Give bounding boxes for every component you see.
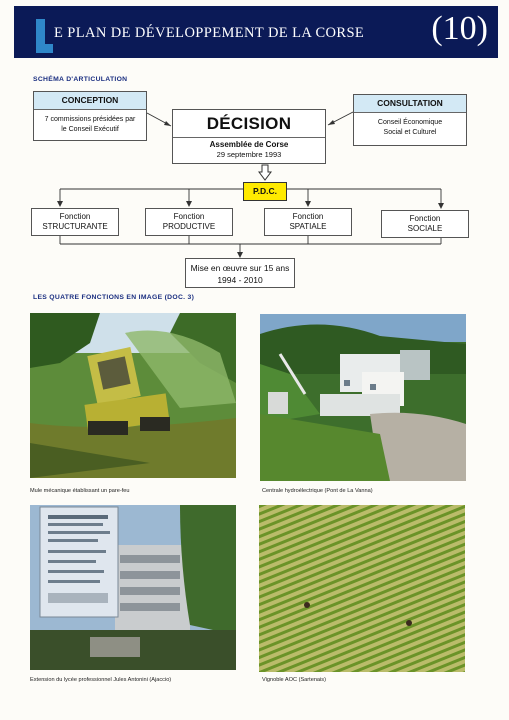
page-number: (10) [431, 10, 488, 47]
function-name: PRODUCTIVE [162, 222, 216, 231]
function-label: Fonction [409, 214, 441, 223]
header-title: E PLAN DE DÉVELOPPEMENT DE LA CORSE [54, 25, 365, 41]
photo-vineyard [259, 505, 465, 672]
consultation-title: CONSULTATION [354, 95, 466, 113]
function-label: Fonction [173, 212, 205, 221]
conception-title: CONCEPTION [34, 92, 146, 110]
conception-box [33, 91, 147, 141]
function-name: STRUCTURANTE [42, 222, 108, 231]
function-box [381, 210, 469, 238]
function-box [145, 208, 233, 236]
photo-hydro-plant [260, 314, 466, 481]
schema-heading: SCHÉMA D'ARTICULATION [33, 76, 128, 83]
function-box [31, 208, 119, 236]
photo-caption: Mule mécanique établissant un pare-feu [30, 488, 130, 494]
implementation-box [185, 258, 295, 288]
photo-caption: Extension du lycée professionnel Jules Antonini (Ajaccio) [30, 677, 172, 683]
implementation-line1: Mise en œuvre sur 15 ans [190, 263, 290, 273]
function-label: Fonction [59, 212, 91, 221]
photo-firebreak [30, 313, 236, 478]
consultation-line1: Conseil Économique [377, 119, 443, 126]
function-name: SPATIALE [289, 222, 327, 231]
function-name: SOCIALE [407, 224, 443, 233]
images-heading: LES QUATRE FONCTIONS EN IMAGE (DOC. 3) [33, 294, 195, 301]
consultation-line2: Social et Culturel [383, 129, 437, 136]
decision-box [172, 109, 326, 164]
function-box [264, 208, 352, 236]
function-label: Fonction [292, 212, 324, 221]
conception-line1: 7 commissions présidées par [44, 116, 136, 123]
consultation-box [353, 94, 467, 146]
decision-subtitle: Assemblée de Corse [209, 140, 289, 149]
decision-title: DÉCISION [206, 114, 292, 133]
pdc-box: P.D.C. [243, 182, 287, 201]
implementation-line2: 1994 - 2010 [217, 275, 263, 285]
photo-caption: Vignoble AOC (Sartenais) [262, 677, 326, 683]
decision-date: 29 septembre 1993 [216, 150, 282, 159]
conception-line2: le Conseil Exécutif [61, 126, 119, 133]
photo-lycee [30, 505, 236, 670]
photo-caption: Centrale hydroélectrique (Pont de La Vanna) [262, 488, 373, 494]
